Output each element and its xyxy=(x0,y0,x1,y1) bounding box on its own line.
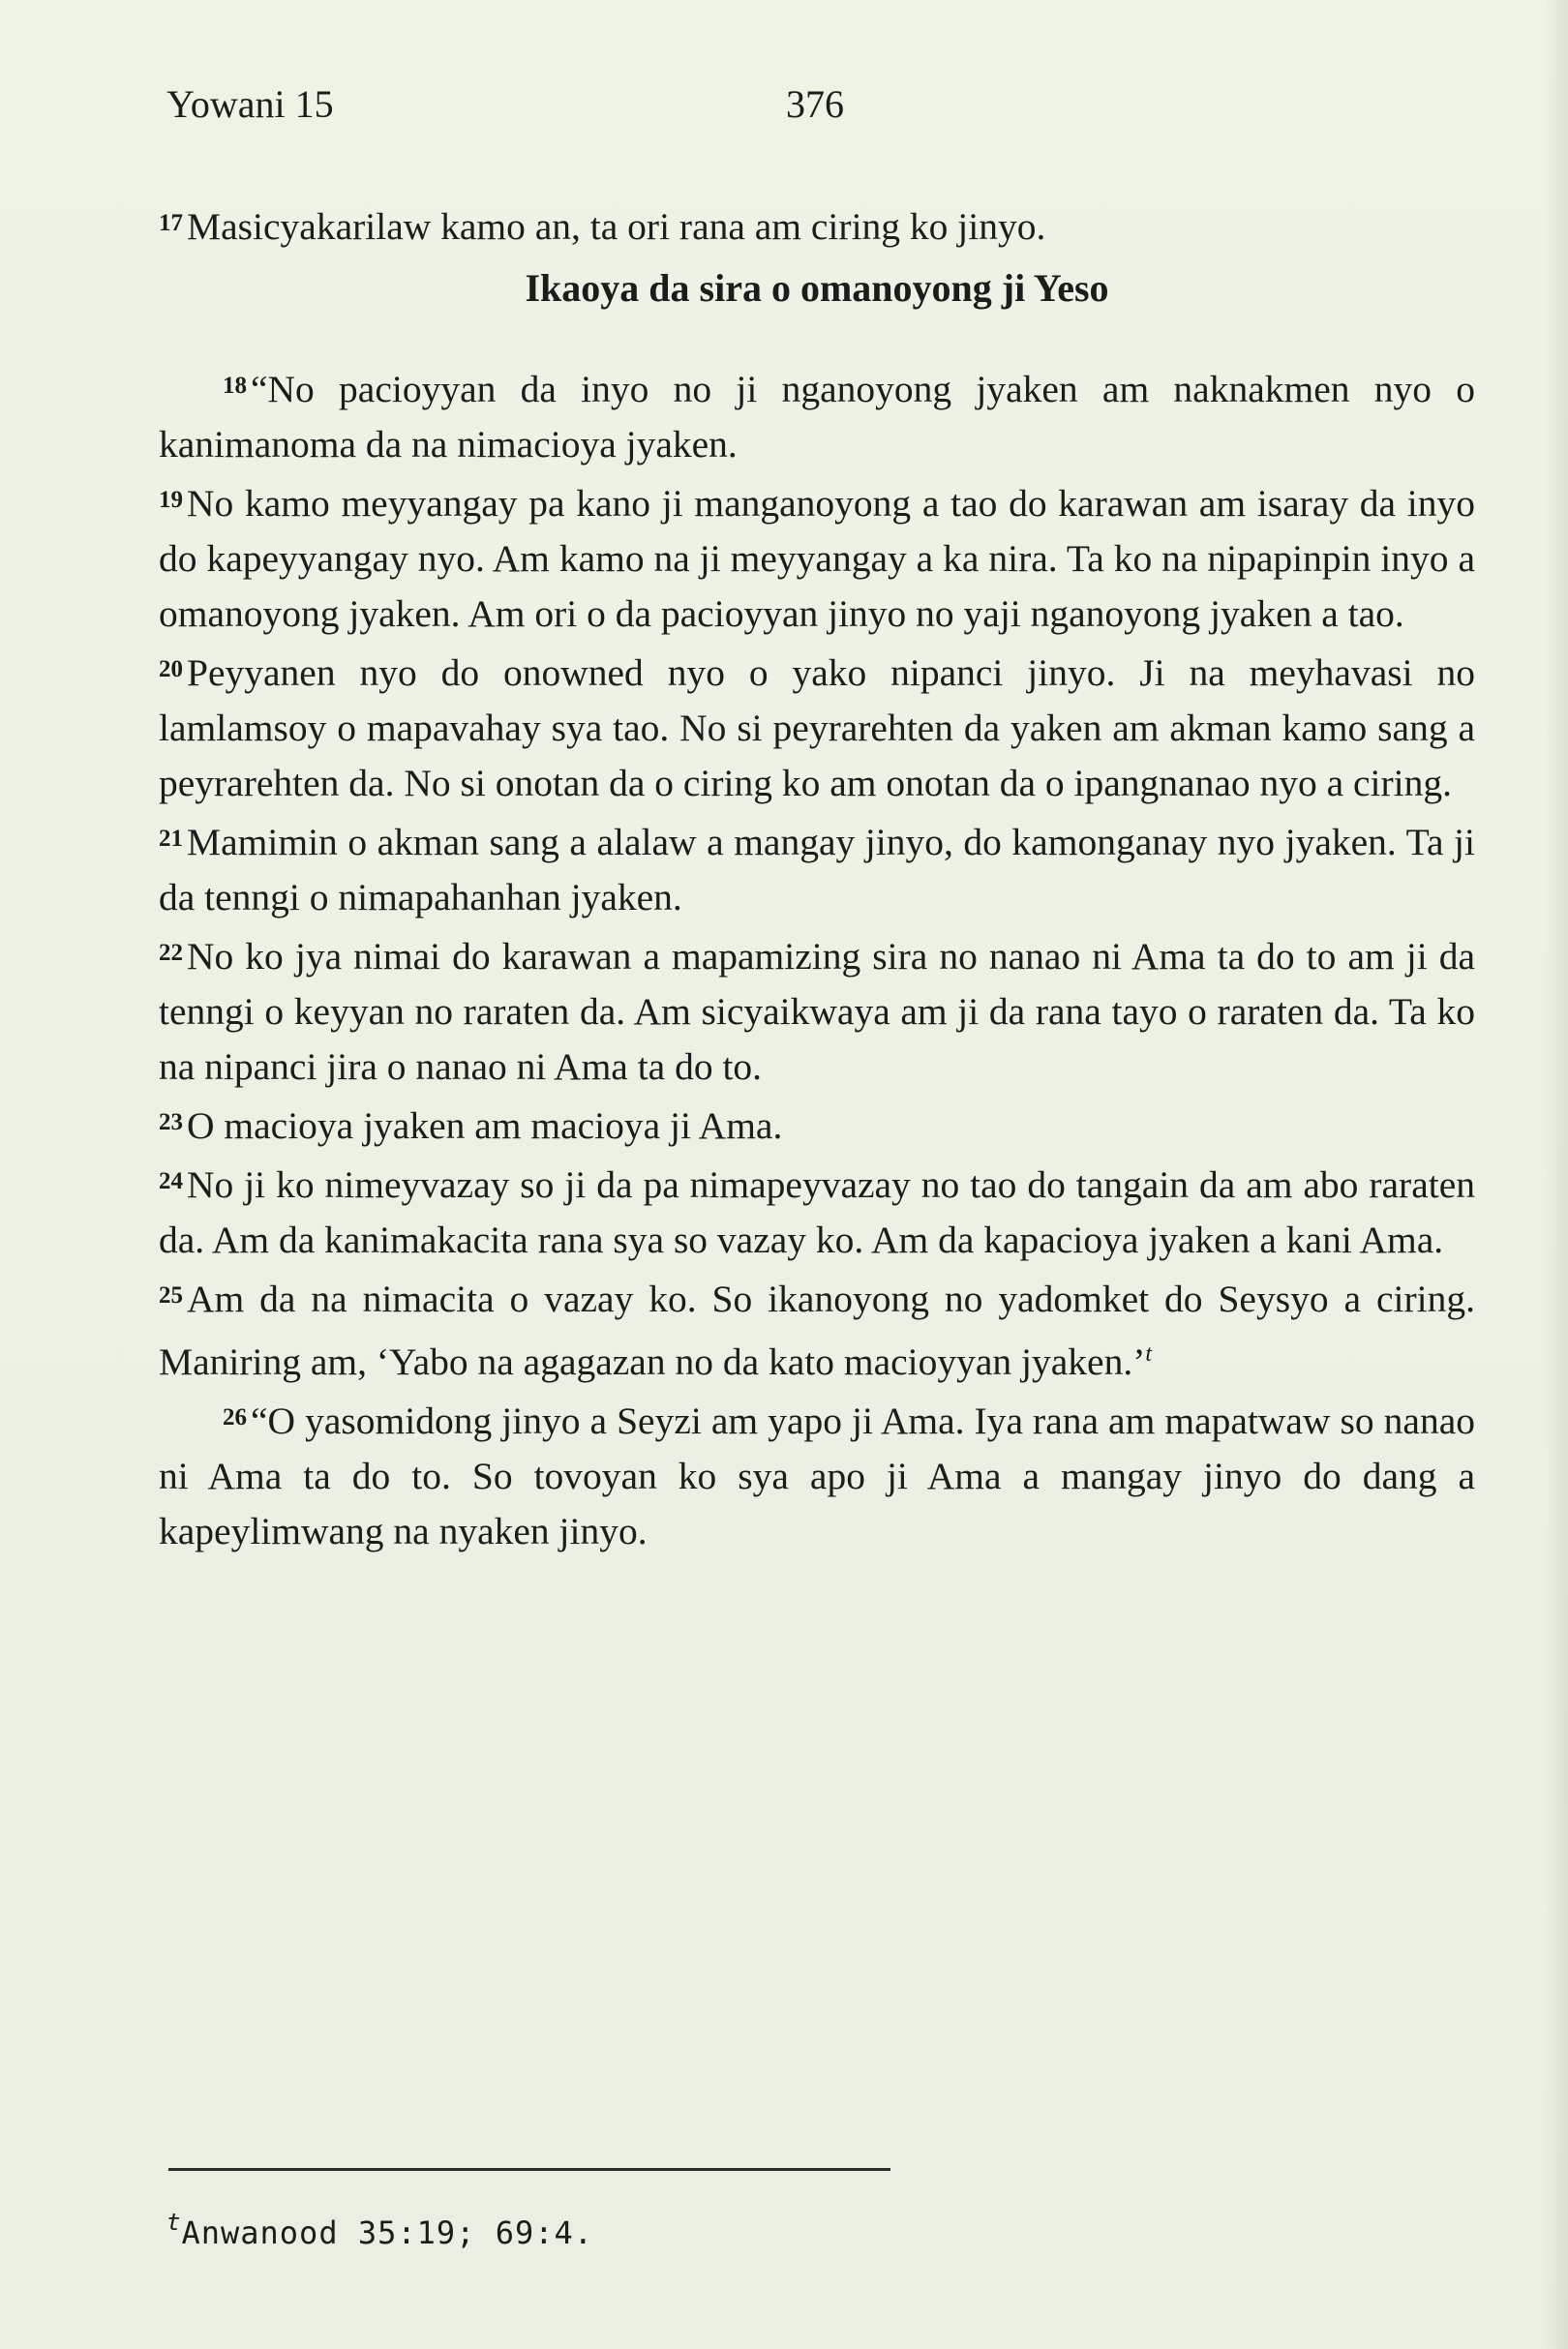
verse-text: Mamimin o akman sang a alalaw a mangay jinyo, do kamonganay nyo jyaken. Ta ji da tenngi o nimapahanhan jyaken. xyxy=(159,821,1475,919)
page-edge-shadow xyxy=(1545,0,1568,2349)
verse-26 xyxy=(159,1390,1475,1559)
verse-25 xyxy=(159,1268,1475,1390)
verse-number: 19 xyxy=(159,487,183,513)
verse-number: 17 xyxy=(159,210,183,236)
verse-23 xyxy=(159,1095,1475,1154)
page-number: 376 xyxy=(786,82,844,126)
verse-19 xyxy=(159,472,1475,642)
verse-number: 26 xyxy=(223,1404,247,1430)
verse-17 xyxy=(159,196,1475,255)
verse-number: 24 xyxy=(159,1168,183,1194)
footnote-divider xyxy=(168,2168,890,2171)
verse-number: 21 xyxy=(159,826,183,852)
footnote-mark: t xyxy=(166,2209,182,2236)
verse-number: 20 xyxy=(159,656,183,682)
verse-21 xyxy=(159,811,1475,925)
section-heading: Ikaoya da sira o omanoyong ji Yeso xyxy=(525,266,1109,310)
verse-text: “No pacioyyan da inyo no ji nganoyong jyaken am naknakmen nyo o kanimanoma da na nimacioya jyaken. xyxy=(159,368,1475,466)
verse-22 xyxy=(159,925,1475,1095)
running-head: Yowani 15 xyxy=(166,82,334,126)
body-text xyxy=(159,196,1475,1559)
verse-number: 25 xyxy=(159,1282,183,1309)
verse-text: Peyyanen nyo do onowned nyo o yako nipanci jinyo. Ji na meyhavasi no lamlamsoy o mapavahay sya tao. No si peyrarehten da yaken am akman kamo sang a peyrarehten da. No si onotan da o ciring ko am onotan da o ipangnanao nyo a ciring. xyxy=(159,651,1475,804)
verse-18 xyxy=(159,358,1475,472)
verse-text: No ji ko nimeyvazay so ji da pa nimapeyvazay no tao do tangain da am abo raraten da. Am da kanimakacita rana sya so vazay ko. Am da kapacioya jyaken a kani Ama. xyxy=(159,1163,1475,1261)
verse-text: O macioya jyaken am macioya ji Ama. xyxy=(187,1104,783,1147)
verse-text: Masicyakarilaw kamo an, ta ori rana am ciring ko jinyo. xyxy=(187,205,1046,248)
verse-number: 22 xyxy=(159,940,183,966)
verse-text: No ko jya nimai do karawan a mapamizing sira no nanao ni Ama ta do to am ji da tenngi o keyyan no raraten da. Am sicyaikwaya am ji da rana tayo o raraten da. Ta ko na nipanci jira o nanao ni Ama ta do to. xyxy=(159,935,1475,1088)
footnote-text: Anwanood 35:19; 69:4. xyxy=(181,2214,594,2251)
verse-text: Am da na nimacita o vazay ko. So ikanoyong no yadomket do Seysyo a ciring. Maniring am, ‘Yabo na agagazan no da kato macioyyan jyaken.’ xyxy=(159,1278,1475,1383)
verse-text: No kamo meyyangay pa kano ji manganoyong a tao do karawan am isaray da inyo do kapeyyangay nyo. Am kamo na ji meyyangay a ka nira. Ta ko na nipapinpin inyo a omanoyong jyaken. Am ori o da pacioyyan jinyo no yaji nganoyong jyaken a tao. xyxy=(159,482,1475,635)
verse-text: “O yasomidong jinyo a Seyzi am yapo ji Ama. Iya rana am mapatwaw so nanao ni Ama ta do to. So tovoyan ko sya apo ji Ama a mangay jinyo do dang a kapeylimwang na nyaken jinyo. xyxy=(159,1400,1475,1552)
footnote xyxy=(166,2209,593,2251)
page-header xyxy=(166,81,1444,139)
verse-20 xyxy=(159,642,1475,811)
footnote-reference[interactable]: t xyxy=(1145,1341,1153,1367)
verse-24 xyxy=(159,1154,1475,1268)
verse-number: 23 xyxy=(159,1109,183,1135)
verse-number: 18 xyxy=(223,373,247,399)
